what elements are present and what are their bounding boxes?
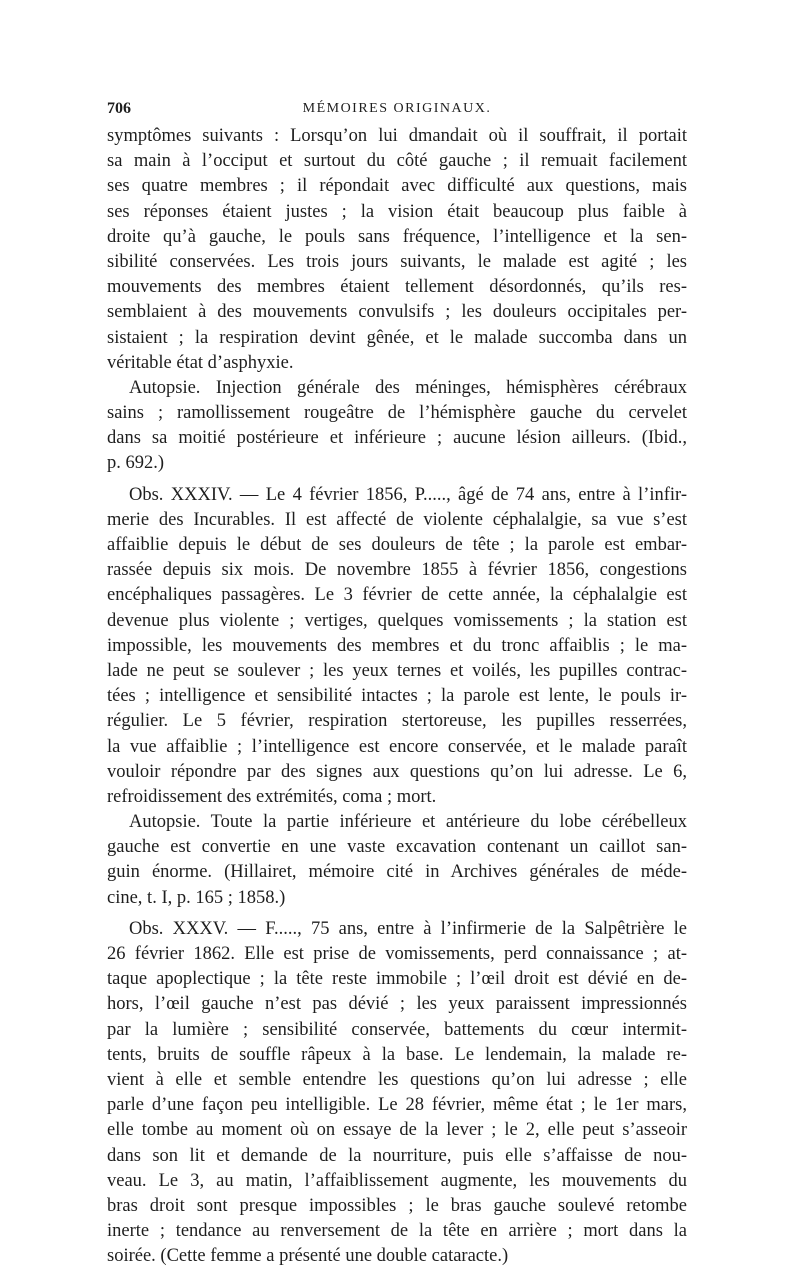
text-line: sibilité conservées. Les trois jours suivants, le malade est agité ; les bbox=[107, 251, 687, 272]
text-line: p. 692.) bbox=[107, 453, 165, 474]
text-line: lade ne peut se soulever ; les yeux ternes et voilés, les pupilles contrac- bbox=[107, 660, 687, 681]
text-line: ses réponses étaient justes ; la vision était beaucoup plus faible à bbox=[107, 201, 687, 222]
text-line: tées ; intelligence et sensibilité intactes ; la parole est lente, le pouls ir- bbox=[107, 686, 687, 707]
text-line: sa main à l’occiput et surtout du côté gauche ; il remuait facilement bbox=[107, 151, 687, 172]
text-line: refroidissement des extrémités, coma ; mort. bbox=[107, 786, 437, 807]
text-line: guin énorme. (Hillairet, mémoire cité in Archives générales de méde- bbox=[107, 862, 687, 883]
text-line: sistaient ; la respiration devint gênée, et le malade succomba dans un bbox=[107, 327, 687, 348]
text-line: ses quatre membres ; il répondait avec difficulté aux questions, mais bbox=[107, 176, 687, 197]
text-line: droite qu’à gauche, le pouls sans fréquence, l’intelligence et la sen- bbox=[107, 226, 687, 247]
text-line: dans sa moitié postérieure et inférieure ; aucune lésion ailleurs. (Ibid., bbox=[107, 428, 687, 449]
text-line: symptômes suivants : Lorsqu’on lui dmandait où il souffrait, il portait bbox=[107, 126, 687, 146]
text-line: veau. Le 3, au matin, l’affaiblissement augmente, les mouvements du bbox=[107, 1170, 687, 1191]
text-line: véritable état d’asphyxie. bbox=[107, 352, 294, 373]
text-line: vient à elle et semble entendre les questions qu’on lui adresse ; elle bbox=[107, 1069, 687, 1090]
text-line: hors, l’œil gauche n’est pas dévié ; les yeux paraissent impressionnés bbox=[107, 994, 687, 1015]
text-line: par la lumière ; sensibilité conservée, battements du cœur intermit- bbox=[107, 1019, 687, 1040]
text-line: cine, t. I, p. 165 ; 1858.) bbox=[107, 887, 286, 908]
text-line: gauche est convertie en une vaste excavation contenant un caillot san- bbox=[107, 837, 687, 858]
text-line: 26 février 1862. Elle est prise de vomissements, perd connaissance ; at- bbox=[107, 944, 687, 964]
book-page bbox=[107, 96, 687, 1269]
text-line: taque apoplectique ; la tête reste immobile ; l’œil droit est dévié en de- bbox=[107, 969, 687, 990]
text-line: sains ; ramollissement rougeâtre de l’hémisphère gauche du cervelet bbox=[107, 403, 687, 424]
text-line: Autopsie. Toute la partie inférieure et antérieure du lobe cérébelleux bbox=[129, 812, 687, 833]
text-line: bras droit sont presque impossibles ; le bras gauche soulevé retombe bbox=[107, 1195, 687, 1216]
text-line: impossible, les mouvements des membres et du tronc affaiblis ; le ma- bbox=[107, 635, 687, 656]
text-line: Autopsie. Injection générale des méninges, hémisphères cérébraux bbox=[129, 377, 687, 398]
text-line: encéphaliques passagères. Le 3 février de cette année, la céphalalgie est bbox=[107, 585, 687, 606]
running-title: MÉMOIRES ORIGINAUX. bbox=[302, 101, 492, 116]
text-line: soirée. (Cette femme a présenté une double cataracte.) bbox=[107, 1246, 509, 1267]
page-number: 706 bbox=[107, 100, 131, 117]
running-header bbox=[107, 96, 687, 122]
text-line: semblaient à des mouvements convulsifs ; les douleurs occipitales per- bbox=[107, 302, 687, 323]
text-line: parle d’une façon peu intelligible. Le 28 février, même état ; le 1er mars, bbox=[107, 1095, 687, 1116]
text-line: vouloir répondre par des signes aux questions qu’on lui adresse. Le 6, bbox=[107, 761, 687, 782]
text-line: régulier. Le 5 février, respiration stertoreuse, les pupilles resserrées, bbox=[107, 711, 687, 732]
text-line: affaiblie depuis le début de ses douleurs de tête ; la parole est embar- bbox=[107, 535, 687, 555]
text-line: elle tombe au moment où on essaye de la lever ; le 2, elle peut s’asseoir bbox=[107, 1120, 687, 1141]
text-line: mouvements des membres étaient tellement désordonnés, qu’ils res- bbox=[107, 277, 687, 298]
text-line: rassée depuis six mois. De novembre 1855 à février 1856, congestions bbox=[107, 560, 687, 581]
body-text bbox=[107, 124, 687, 1269]
text-line: inerte ; tendance au renversement de la tête en arrière ; mort dans la bbox=[107, 1221, 687, 1242]
text-line: Obs. XXXIV. — Le 4 février 1856, P....., âgé de 74 ans, entre à l’infir- bbox=[129, 484, 687, 505]
text-line: tents, bruits de souffle râpeux à la base. Le lendemain, la malade re- bbox=[107, 1044, 687, 1065]
text-line: merie des Incurables. Il est affecté de violente céphalalgie, sa vue s’est bbox=[107, 509, 687, 530]
text-line: dans son lit et demande de la nourriture, puis elle s’affaisse de nou- bbox=[107, 1145, 687, 1166]
text-line: devenue plus violente ; vertiges, quelques vomissements ; la station est bbox=[107, 610, 687, 631]
text-line: la vue affaiblie ; l’intelligence est encore conservée, et le malade paraît bbox=[107, 736, 687, 757]
text-line: Obs. XXXV. — F....., 75 ans, entre à l’infirmerie de la Salpêtrière le bbox=[129, 918, 687, 939]
